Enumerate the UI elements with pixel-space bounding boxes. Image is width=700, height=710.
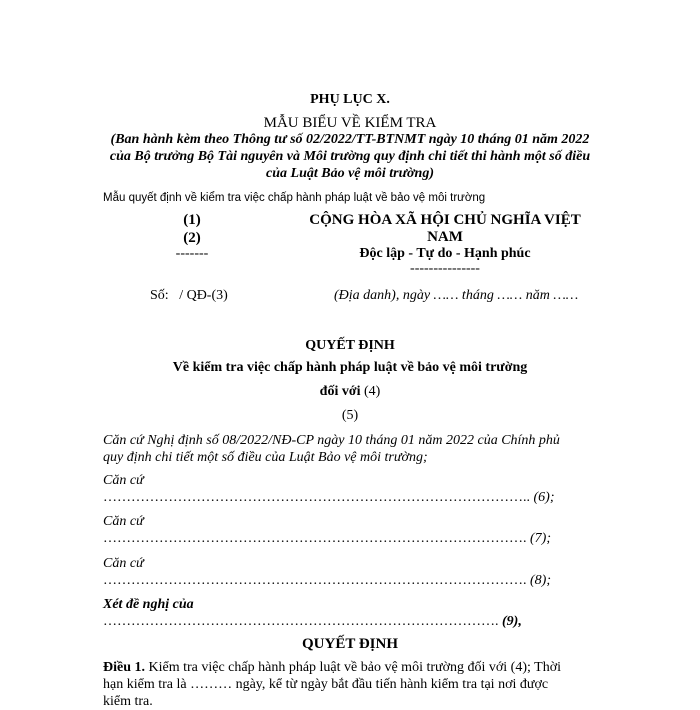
- issued-line-2: của Bộ trưởng Bộ Tài nguyên và Môi trường quy định chi tiết thi hành một số điều: [109, 149, 591, 164]
- proposal-label: Xét đề nghị của: [103, 597, 194, 612]
- decision-subject-line-2: [0, 383, 700, 400]
- basis-dots-7: ……………………………………………………………………………….: [103, 531, 527, 546]
- article-1-line-1: [103, 659, 561, 676]
- number-value: / QĐ-(3): [179, 288, 228, 303]
- basis-fill-line-8: [103, 572, 551, 589]
- place-date: (Địa danh), ngày …… tháng …… năm ……: [334, 288, 579, 303]
- decree-basis-line-2: quy định chi tiết một số điều của Luật Bảo vệ môi trường;: [103, 450, 428, 465]
- form-caption: Mẫu quyết định về kiểm tra việc chấp hành pháp luật về bảo vệ môi trường: [103, 192, 486, 204]
- proposal-fill-line: [103, 613, 522, 630]
- decision-title: QUYẾT ĐỊNH: [305, 338, 395, 353]
- decides-title: QUYẾT ĐỊNH: [302, 636, 398, 652]
- basis-dots-8: ……………………………………………………………………………….: [103, 573, 527, 588]
- article-1-line-3: kiểm tra.: [103, 694, 153, 709]
- nation-line-2: NAM: [427, 229, 463, 245]
- issuing-authority: (5): [341, 408, 359, 423]
- appendix-title: MẪU BIỂU VỀ KIỂM TRA: [263, 115, 437, 131]
- basis-ref-8: (8);: [530, 573, 551, 588]
- basis-fill-line-7: [103, 530, 551, 547]
- basis-ref-7: (7);: [530, 531, 551, 546]
- agency-ref-2: (2): [183, 230, 201, 246]
- decision-subject-line-1: Về kiểm tra việc chấp hành pháp luật về bảo vệ môi trường: [172, 360, 528, 375]
- subject-ref: (4): [364, 384, 381, 399]
- motto-divider: ---------------: [410, 261, 480, 276]
- motto: Độc lập - Tự do - Hạnh phúc: [359, 246, 531, 261]
- basis-ref-6: (6);: [533, 490, 555, 505]
- decree-basis-line-1: Căn cứ Nghị định số 08/2022/NĐ-CP ngày 10 tháng 01 năm 2022 của Chính phủ: [103, 433, 560, 448]
- appendix-number: PHỤ LỤC X.: [310, 92, 390, 107]
- decision-number: [150, 287, 228, 304]
- article-1-label: Điều 1.: [103, 660, 145, 675]
- issued-line-3: của Luật Bảo vệ môi trường): [266, 166, 434, 181]
- issued-line-1: (Ban hành kèm theo Thông tư số 02/2022/TT-BTNMT ngày 10 tháng 01 năm 2022: [110, 132, 590, 147]
- number-label: Số:: [150, 288, 169, 303]
- agency-ref-1: (1): [183, 212, 201, 228]
- article-1-text-1: Kiểm tra việc chấp hành pháp luật về bảo vệ môi trường đối với (4); Thời: [148, 660, 561, 675]
- proposal-dots: ………………………………………………………………………….: [103, 614, 499, 629]
- article-1-line-2: hạn kiểm tra là ……… ngày, kể từ ngày bắt đầu tiến hành kiểm tra tại nơi được: [103, 677, 549, 692]
- nation-line-1: CỘNG HÒA XÃ HỘI CHỦ NGHĨA VIỆT: [309, 212, 581, 228]
- basis-label-8: Căn cứ: [103, 556, 144, 571]
- basis-fill-line-6: [103, 489, 555, 506]
- agency-divider: -------: [175, 246, 209, 261]
- basis-label-7: Căn cứ: [103, 514, 144, 529]
- subject-prefix: đối với: [319, 384, 361, 399]
- proposal-ref: (9),: [502, 614, 522, 629]
- basis-dots-6: ………………………………………………………………………………..: [103, 490, 530, 505]
- basis-label-6: Căn cứ: [103, 473, 144, 488]
